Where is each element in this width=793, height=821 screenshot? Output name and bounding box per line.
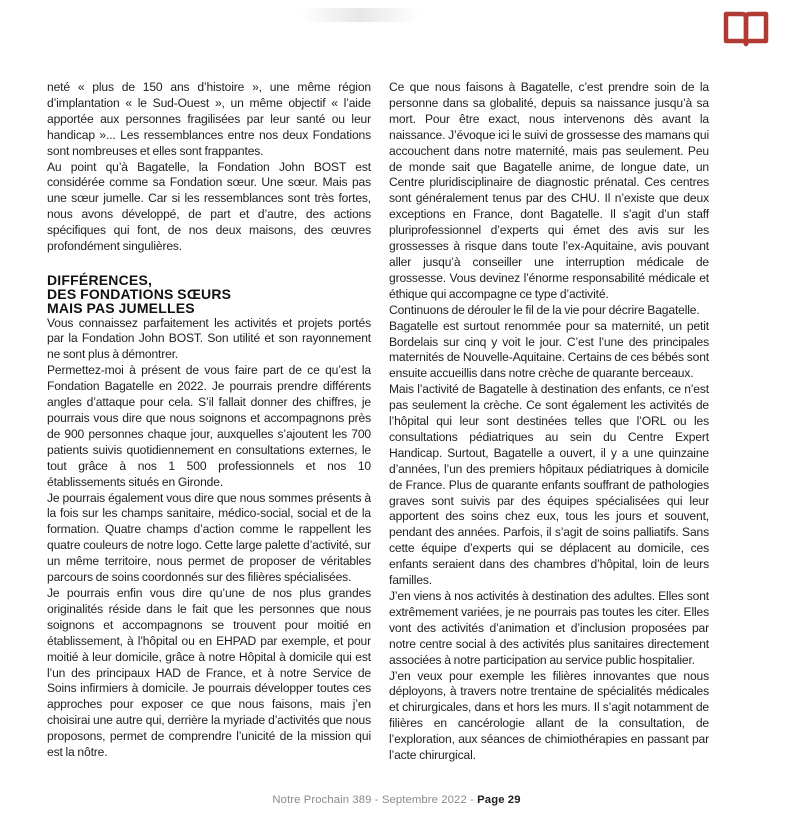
section-heading xyxy=(47,273,371,316)
section-heading-line: DES FONDATIONS SŒURS xyxy=(47,286,232,303)
paragraph: Bagatelle est surtout renommée pour sa maternité, un petit Bordelais sur cinq y voit le jour. C’est l’une des principales maternités de Nouvelle-Aquitaine. Certains de ces bébés sont ensuite accueillis dans notre crèche de quarante berceaux. xyxy=(389,318,709,381)
paragraph: Continuons de dérouler le fil de la vie pour décrire Bagatelle. xyxy=(389,302,700,317)
paragraph: Je pourrais également vous dire que nous sommes présents à la fois sur les champs sanitaire, médico-social, social et de la formation. Quatre champs d’action comme le rappellent les quatre couleurs de notre logo. Cette large palette d’activité, sur un même territoire, nous permet de proposer de véritables parcours de soins coordonnés sur des filières spécialisées. xyxy=(47,490,371,585)
publication-info: Notre Prochain 389 - Septembre 2022 - xyxy=(272,794,478,806)
scan-smudge xyxy=(300,8,420,22)
paragraph: neté « plus de 150 ans d’histoire », une même région d’implantation « le Sud-Ouest », un même objectif « l’aide apportée aux personnes fragilisées par leur santé ou leur handicap »... Les ressemblances entre nos deux Fondations sont nombreuses et elles sont frappantes. xyxy=(47,80,371,158)
page-footer xyxy=(0,794,793,806)
page-number: Page 29 xyxy=(477,794,521,806)
paragraph: Mais l’activité de Bagatelle à destination des enfants, ce n’est pas seulement la crèche. Ce sont également les activités de l’hôpital qui leur sont destinées telles que l’ORL ou les consultations pédiatriques au sein du Centre Expert Handicap. Surtout, Bagatelle a ouvert, il y a une quinzaine d’années, l’un des premiers hôpitaux pédiatriques à domicile de France. Plus de quarante enfants souffrant de pathologies graves sont suivis par des équipes spécialisées qui leur apportent des soins chez eux, tous les jours et souvent, pendant des années. Parfois, il s’agit de soins palliatifs. Sans cette équipe d’experts qui se déplacent au domicile, ces enfants seraient dans des chambres d’hôpital, loin de leurs familles. xyxy=(389,382,709,588)
paragraph: J’en veux pour exemple les filières innovantes que nous déployons, à travers notre trentaine de spécialités médicales et chirurgicales, dans et hors les murs. Il s’agit notamment de filières en cancérologie allant de la consultation, de l’exploration, aux séances de chimiothérapies en passant par l’acte chirurgical. xyxy=(389,668,709,763)
section-heading-line: DIFFÉRENCES, xyxy=(47,271,153,288)
open-book-icon xyxy=(722,8,770,48)
paragraph: Ce que nous faisons à Bagatelle, c’est prendre soin de la personne dans sa globalité, depuis sa naissance jusqu’à sa mort. Pour être exact, nous intervenons dès avant la naissance. J’évoque ici le suivi de grossesse des mamans qui accouchent dans notre maternité, mais pas seulement. Peu de monde sait que Bagatelle anime, de longue date, un Centre pluridisciplinaire de diagnostic prénatal. Ces centres sont généralement tenus par des CHU. Il n’existe que deux exceptions en France, dont Bagatelle. Il s’agit d’un staff pluriprofessionnel d’experts qui émet des avis sur les grossesses à risque dans toute l’ex-Aquitaine, avis pouvant aller jusqu’à conseiller une interruption médicale de grossesse. Vous devinez l’énorme responsabilité médicale et éthique qui accompagne ce type d’activité. xyxy=(389,80,709,301)
paragraph: Vous connaissez parfaitement les activités et projets portés par la Fondation John BOST. Son utilité et son rayonnement ne sont plus à démontrer. xyxy=(47,315,371,362)
paragraph: Je pourrais enfin vous dire qu’une de nos plus grandes originalités réside dans le fait que les personnes que nous soignons et accompagnons se trouvent pour moitié en établissement, à l’hôpital ou en EHPAD par exemple, et pour moitié à leur domicile, grâce à notre Hôpital à domicile qui est l’un des principaux HAD de France, et à notre Service de Soins infirmiers à domicile. Je pourrais développer toutes ces approches pour exposer ce que nous faisons, mais j’en choisirai une autre qui, derrière la myriade d’activités que nous proposons, permet de comprendre l’unicité de la mission qui est la nôtre. xyxy=(47,585,371,760)
right-column xyxy=(389,80,709,764)
left-column xyxy=(47,80,371,761)
paragraph: Permettez-moi à présent de vous faire part de ce qu’est la Fondation Bagatelle en 2022. Je pourrais prendre différents angles d’attaque pour cela. S’il fallait donner des chiffres, je pourrais vous dire que nous soignons et accompagnons près de 900 personnes chaque jour, auxquelles s’ajoutent les 700 patients suivis quotidiennement en consultations externes, le tout grâce à nos 1 500 professionnels et nos 10 établissements situés en Gironde. xyxy=(47,363,371,489)
paragraph: J’en viens à nos activités à destination des adultes. Elles sont extrêmement variées, je ne pourrais pas toutes les citer. Elles vont des activités d’animation et d’inclusion proposées par notre centre social à des activités plus sanitaires directement associées à notre participation au service public hospitalier. xyxy=(389,589,709,667)
paragraph: Au point qu’à Bagatelle, la Fondation John BOST est considérée comme sa Fondation sœur. Une sœur. Mais pas une sœur jumelle. Car si les ressemblances sont très fortes, nous avons développé, de part et d’autre, des actions spécifiques qui font, de nos deux maisons, des œuvres profondément singulières. xyxy=(47,159,371,254)
section-heading-line: MAIS PAS JUMELLES xyxy=(47,300,195,317)
